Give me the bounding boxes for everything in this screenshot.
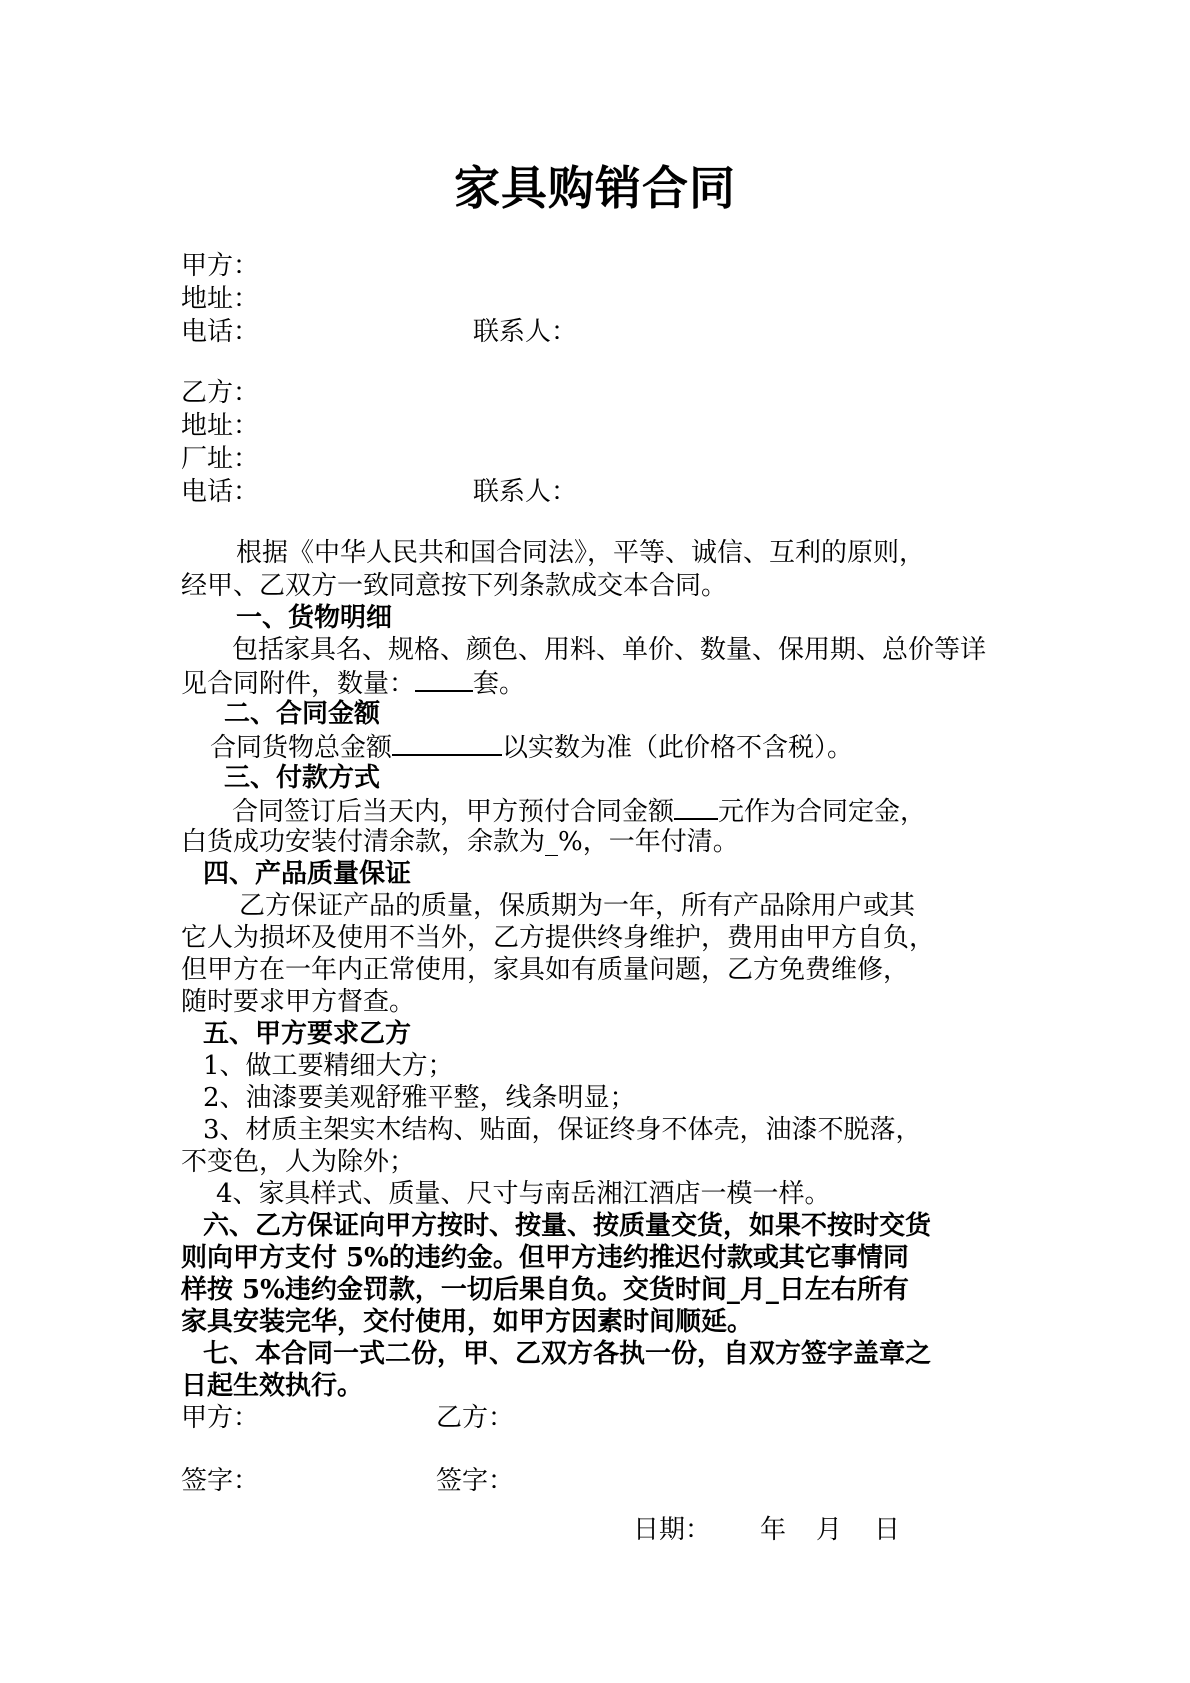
total-amount-blank: [392, 730, 502, 756]
section-1-line-2: [181, 666, 525, 700]
section-1-unit-text: 套。: [473, 669, 526, 699]
section-3-deposit-note: 元作为合同定金，: [718, 797, 927, 827]
party-b-factory-label: 厂址：: [181, 444, 260, 474]
section-4-line-2: 它人为损坏及使用不当外，乙方提供终身维护，费用由甲方自负，: [181, 923, 936, 953]
quantity-blank: [415, 666, 473, 692]
section-7-line-1: 七、本合同一式二份，甲、乙双方各执一份，自双方签字盖章之: [203, 1339, 932, 1369]
section-4-line-1: 乙方保证产品的质量，保质期为一年，所有产品除用户或其: [239, 891, 916, 921]
section-6-line-4: 家具安装完华，交付使用，如甲方因素时间顺延。: [181, 1307, 754, 1337]
section-5-item-3-line-1: 3、材质主架实木结构、贴面，保证终身不体壳，油漆不脱落，: [203, 1115, 922, 1145]
party-a-name-label: 甲方：: [181, 251, 260, 281]
date-month: 月: [816, 1515, 843, 1545]
party-b-address-label: 地址：: [181, 411, 260, 441]
section-1-heading: 一、货物明细: [236, 603, 393, 633]
section-2-note-text: 以实数为准（此价格不含税）。: [502, 733, 854, 763]
party-a-phone-row: [181, 316, 781, 348]
section-1-line-1: 包括家具名、规格、颜色、用料、单价、数量、保用期、总价等详: [232, 635, 987, 665]
section-2-heading: 二、合同金额: [224, 699, 381, 729]
section-5-item-1: 1、做工要精细大方；: [203, 1051, 454, 1081]
section-5-item-2: 2、油漆要美观舒雅平整，线条明显；: [203, 1083, 636, 1113]
section-4-line-3: 但甲方在一年内正常使用，家具如有质量问题，乙方免费维修，: [181, 955, 910, 985]
section-5-item-3-line-2: 不变色，人为除外；: [181, 1147, 416, 1177]
section-3-line-1: [232, 794, 926, 828]
intro-line-1: 根据《中华人民共和国合同法》，平等、诚信、互利的原则，: [236, 538, 926, 568]
party-b-phone-row: [181, 476, 781, 508]
intro-line-2: 经甲、乙双方一致同意按下列条款成交本合同。: [181, 571, 728, 601]
document-title: 家具购销合同: [454, 161, 736, 215]
party-a-address-label: 地址：: [181, 284, 260, 314]
section-5-item-4: 4、家具样式、质量、尺寸与南岳湘江酒店一模一样。: [216, 1179, 831, 1209]
section-2-line-1: [210, 730, 853, 764]
section-3-heading: 三、付款方式: [224, 763, 381, 793]
party-b-contact-label: 联系人：: [473, 477, 578, 507]
section-7-line-2: 日起生效执行。: [181, 1371, 364, 1401]
section-4-heading: 四、产品质量保证: [203, 859, 412, 889]
date-label: 日期：: [633, 1515, 712, 1545]
signature-sign-b-label: 签字：: [436, 1466, 515, 1496]
section-6-line-1: 六、乙方保证向甲方按时、按量、按质量交货，如果不按时交货: [203, 1211, 932, 1241]
signature-party-b-label: 乙方：: [436, 1403, 515, 1433]
date-day: 日: [874, 1515, 901, 1545]
section-1-quantity-text: 见合同附件，数量：: [181, 669, 416, 699]
signature-sign-a-label: 签字：: [181, 1466, 260, 1496]
section-6-line-2: 则向甲方支付 5%的违约金。但甲方违约推迟付款或其它事情同: [181, 1243, 909, 1273]
signature-party-a-label: 甲方：: [181, 1403, 260, 1433]
section-5-heading: 五、甲方要求乙方: [203, 1019, 412, 1049]
date-year: 年: [760, 1515, 787, 1545]
section-3-deposit-text: 合同签订后当天内，甲方预付合同金额: [232, 797, 675, 827]
deposit-blank: [674, 794, 718, 820]
party-b-name-label: 乙方：: [181, 378, 260, 408]
section-2-amount-text: 合同货物总金额: [210, 733, 393, 763]
party-a-phone-label: 电话：: [181, 317, 260, 347]
section-3-line-2: 白货成功安装付清余款，余款为_%，一年付清。: [181, 827, 739, 857]
section-6-line-3: 样按 5%违约金罚款，一切后果自负。交货时间_月_日左右所有: [181, 1275, 909, 1305]
party-a-contact-label: 联系人：: [473, 317, 578, 347]
section-4-line-4: 随时要求甲方督查。: [181, 987, 416, 1017]
party-b-phone-label: 电话：: [181, 477, 260, 507]
